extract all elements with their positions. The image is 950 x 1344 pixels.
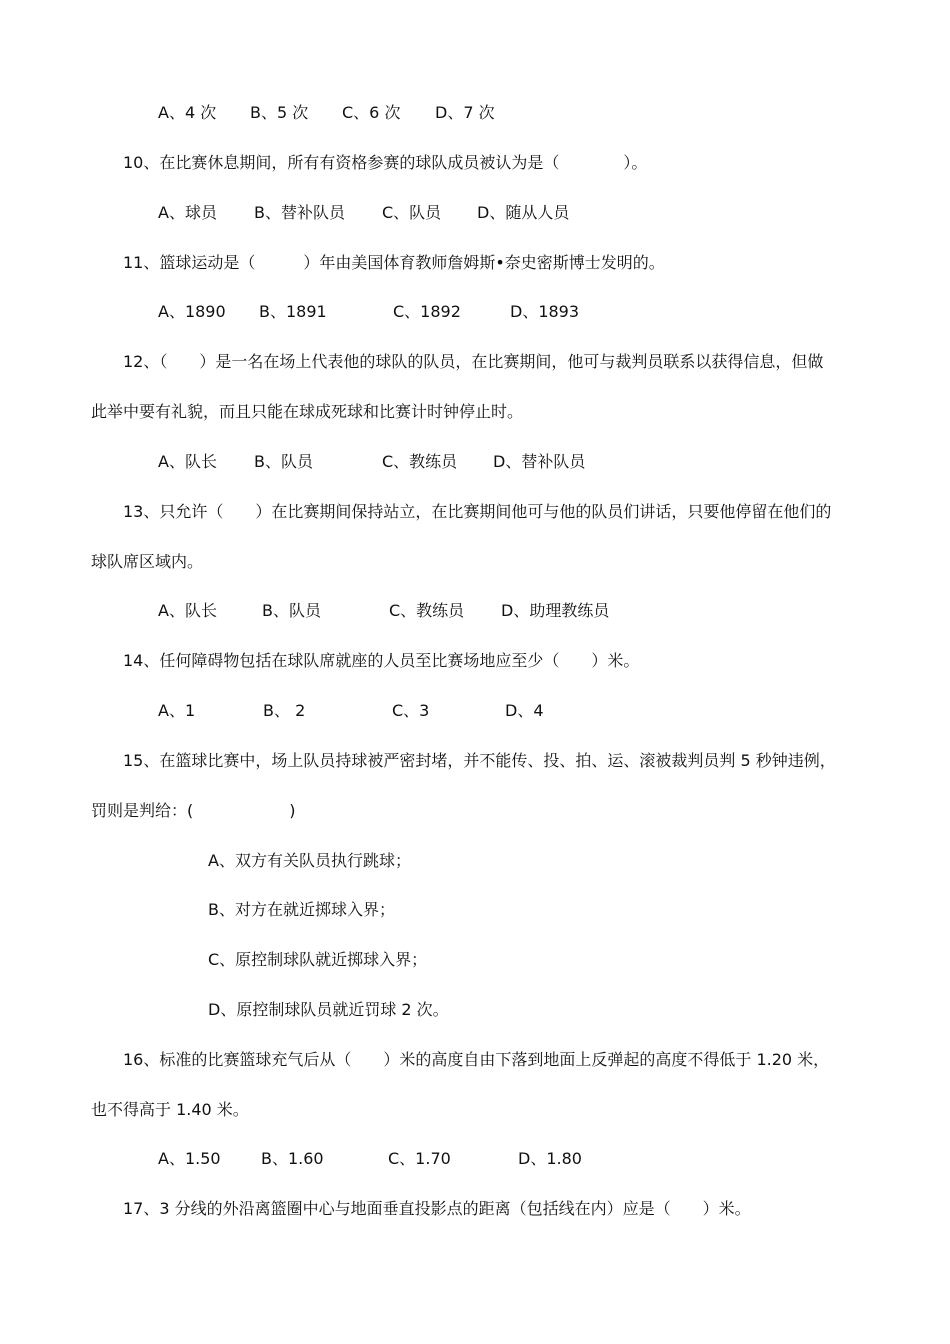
question-13: 13、只允许（ ）在比赛期间保持站立，在比赛期间他可与他的队员们讲话，只要他停留在他们的	[123, 502, 832, 521]
option-b: B、 2	[263, 701, 306, 720]
options-row-q16	[158, 1149, 858, 1169]
option-a: A、1	[158, 701, 196, 720]
option-b: B、替补队员	[254, 203, 345, 222]
option-b-line: B、对方在就近掷球入界；	[208, 900, 395, 919]
question-10: 10、在比赛休息期间，所有有资格参赛的球队成员被认为是（ ）。	[123, 153, 648, 172]
option-c: C、1.70	[388, 1149, 451, 1168]
option-d: D、替补队员	[493, 452, 586, 471]
option-a: A、队长	[158, 601, 217, 620]
option-a: A、4 次	[158, 103, 217, 122]
options-row-q9	[158, 103, 858, 123]
options-row-q14	[158, 701, 858, 721]
options-row-q11	[158, 302, 858, 322]
option-d: D、1.80	[518, 1149, 582, 1168]
question-12-continued: 此举中要有礼貌，而且只能在球成死球和比赛计时钟停止时。	[91, 402, 524, 421]
option-d: D、7 次	[435, 103, 495, 122]
option-d: D、4	[505, 701, 544, 720]
option-b: B、队员	[262, 601, 321, 620]
options-row-q12	[158, 452, 858, 472]
question-13-continued: 球队席区域内。	[91, 552, 204, 571]
option-a: A、队长	[158, 452, 217, 471]
option-c: C、教练员	[382, 452, 458, 471]
question-14: 14、任何障碍物包括在球队席就座的人员至比赛场地应至少（ ）米。	[123, 651, 640, 670]
option-b: B、1891	[259, 302, 327, 321]
question-15: 15、在篮球比赛中，场上队员持球被严密封堵，并不能传、投、拍、运、滚被裁判员判 5 秒钟违例，	[123, 751, 836, 770]
option-a: A、1.50	[158, 1149, 221, 1168]
option-c: C、6 次	[342, 103, 401, 122]
question-12: 12、（ ）是一名在场上代表他的球队的队员，在比赛期间，他可与裁判员联系以获得信息，但做	[123, 352, 824, 371]
option-c: C、1892	[393, 302, 461, 321]
option-a: A、球员	[158, 203, 217, 222]
option-c: C、队员	[382, 203, 442, 222]
option-c: C、教练员	[389, 601, 465, 620]
option-d: D、1893	[510, 302, 580, 321]
option-c: C、3	[392, 701, 430, 720]
question-17: 17、3 分线的外沿离篮圈中心与地面垂直投影点的距离（包括线在内）应是（ ）米。	[123, 1199, 751, 1218]
option-a: A、1890	[158, 302, 226, 321]
options-row-q10	[158, 203, 858, 223]
question-16-continued: 也不得高于 1.40 米。	[91, 1100, 249, 1119]
option-b: B、1.60	[261, 1149, 324, 1168]
options-row-q13	[158, 601, 858, 621]
option-a-line: A、双方有关队员执行跳球；	[208, 851, 411, 870]
option-b: B、队员	[254, 452, 313, 471]
question-15-continued: 罚则是判给：( )	[91, 801, 296, 820]
option-d: D、助理教练员	[501, 601, 610, 620]
question-11: 11、篮球运动是（ ）年由美国体育教师詹姆斯•奈史密斯博士发明的。	[123, 253, 665, 272]
option-c-line: C、原控制球队就近掷球入界；	[208, 950, 428, 969]
option-b: B、5 次	[250, 103, 309, 122]
question-16: 16、标准的比赛篮球充气后从（ ）米的高度自由下落到地面上反弹起的高度不得低于 1.20 米，	[123, 1050, 830, 1069]
option-d-line: D、原控制球队员就近罚球 2 次。	[208, 1000, 449, 1019]
option-d: D、随从人员	[477, 203, 570, 222]
